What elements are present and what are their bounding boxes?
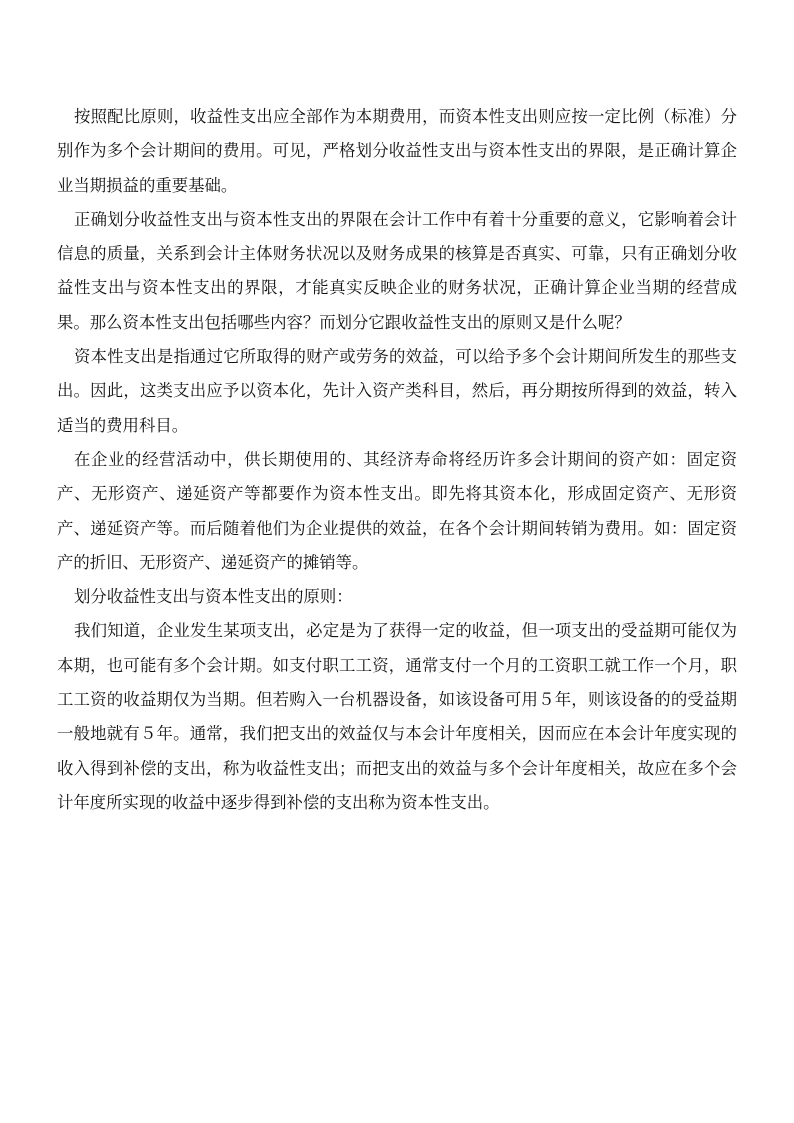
paragraph-benefit-period: 我们知道，企业发生某项支出，必定是为了获得一定的收益，但一项支出的受益期可能仅为本期，也可能有多个会计期。如支付职工工资，通常支付一个月的工资职工就工作一个月，职工工资的收益期仅为当期。但若购入一台机器设备，如该设备可用５年，则该设备的的受益期一般地就有５年。通常，我们把支出的效益仅与本会计年度相关，因而应在本会计年度实现的收入得到补偿的支出，称为收益性支出；而把支出的效益与多个会计年度相关，故应在多个会计年度所实现的收益中逐步得到补偿的支出称为资本性支出。 xyxy=(57,621,737,812)
document-page xyxy=(57,100,737,820)
paragraph-matching-principle: 按照配比原则，收益性支出应全部作为本期费用，而资本性支出则应按一定比例（标准）分别作为多个会计期间的费用。可见，严格划分收益性支出与资本性支出的界限，是正确计算企业当期损益的重要基础。 xyxy=(57,107,737,195)
paragraph-principle-heading: 划分收益性支出与资本性支出的原则： xyxy=(74,587,353,607)
paragraph-significance: 正确划分收益性支出与资本性支出的界限在会计工作中有着十分重要的意义，它影响着会计信息的质量，关系到会计主体财务状况以及财务成果的核算是否真实、可靠，只有正确划分收益性支出与资本性支出的界限，才能真实反映企业的财务状况，正确计算企业当期的经营成果。那么资本性支出包括哪些内容？而划分它跟收益性支出的原则又是什么呢？ xyxy=(57,209,737,332)
paragraph-capital-expenditure-definition: 资本性支出是指通过它所取得的财产或劳务的效益，可以给予多个会计期间所发生的那些支出。因此，这类支出应予以资本化，先计入资产类科目，然后，再分期按所得到的效益，转入适当的费用科目。 xyxy=(57,347,737,435)
paragraph-long-term-assets: 在企业的经营活动中，供长期使用的、其经济寿命将经历许多会计期间的资产如：固定资产、无形资产、递延资产等都要作为资本性支出。即先将其资本化，形成固定资产、无形资产、递延资产等。而后随着他们为企业提供的效益，在各个会计期间转销为费用。如：固定资产的折旧、无形资产、递延资产的摊销等。 xyxy=(57,449,737,572)
